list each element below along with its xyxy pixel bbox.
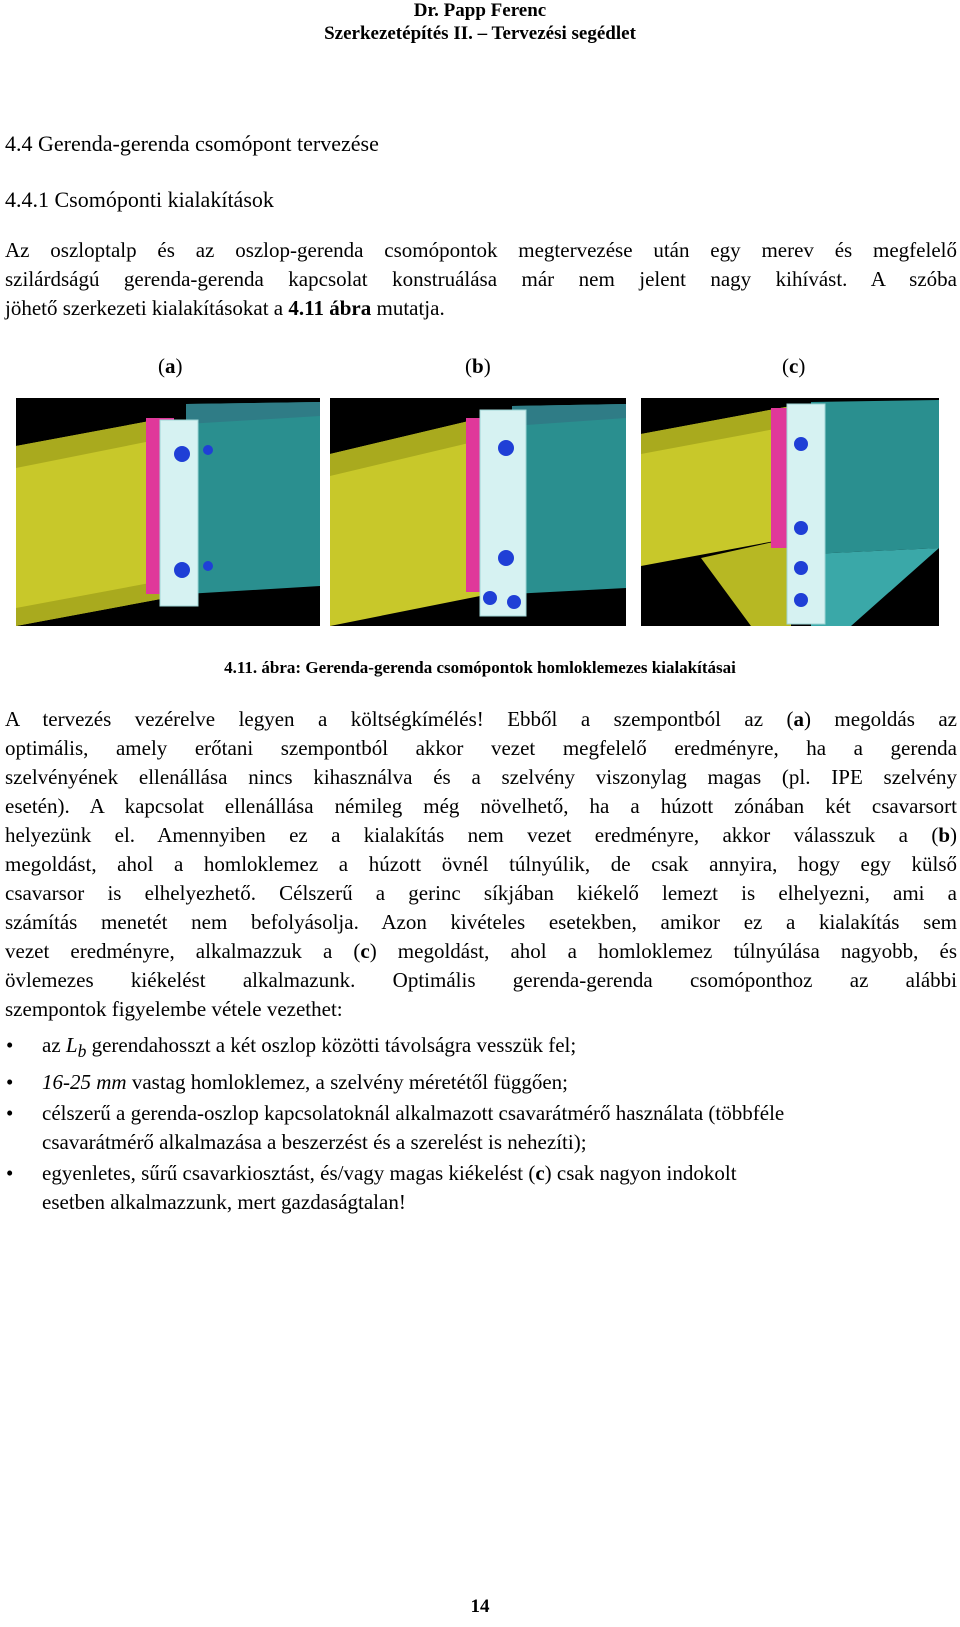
body-line: vezet eredményre, alkalmazzuk a (c) megoldást, ahol a homloklemez túlnyúlása nagyobb, és [5, 939, 957, 963]
body-line: számítás menetét nem befolyásolja. Azon kivételes esetekben, amikor ez a kialakítás sem [5, 910, 957, 934]
figure-c-image [641, 398, 939, 626]
bullet-icon: • [6, 1161, 14, 1186]
body-line: optimális, amely erőtani szempontból akkor vezet megfelelő eredményre, ha a gerenda [5, 736, 957, 760]
list-item: • célszerű a gerenda-oszlop kapcsolatoknál alkalmazott csavarátmérő használata (többféle csavarátmérő alkalmazása a beszerzést és a szerelést is nehezíti); [6, 1101, 785, 1155]
figure-label-c: (c) [782, 354, 806, 378]
bullet-list [0, 1031, 957, 1219]
body-line: A tervezés vezérelve legyen a költségkímélés! Ebből a szempontból az (a) megoldás az [5, 707, 957, 731]
figure-caption: 4.11. ábra: Gerenda-gerenda csomópontok homloklemezes kialakításai [224, 658, 736, 677]
list-item: • 16-25 mm vastag homloklemez, a szelvény méretétől függően; [0, 1068, 957, 1097]
subsection-title: 4.4.1 Csomóponti kialakítások [5, 187, 274, 212]
bullet-icon: • [6, 1033, 14, 1057]
page-number: 14 [470, 1596, 490, 1617]
body-line: esetén). A kapcsolat ellenállása némileg még növelhető, ha a húzott zónában két csavarsort [5, 794, 957, 818]
section-title: 4.4 Gerenda-gerenda csomópont tervezése [5, 131, 379, 156]
intro-line: jöhető szerkezeti kialakításokat a 4.11 ábra mutatja. [5, 296, 445, 320]
figure-b-image [330, 398, 626, 626]
list-item: • az $L_b$ gerendahosszt a két oszlop közötti távolságra vesszük fel; [6, 1033, 577, 1062]
body-line: megoldást, ahol a homloklemez a húzott övnél túlnyúlik, de csak annyira, hogy egy külső [5, 852, 957, 876]
intro-line: Az oszloptalp és az oszlop-gerenda csomópontok megtervezése után egy merev és megfelelő [5, 238, 957, 262]
body-line: övlemezes kiékelést alkalmazunk. Optimális gerenda-gerenda csomóponthoz az alábbi [5, 968, 957, 992]
intro-line: szilárdságú gerenda-gerenda kapcsolat konstruálása már nem jelent nagy kihívást. A szóba [5, 267, 957, 291]
header-author: Dr. Papp Ferenc [413, 0, 547, 21]
figure-reference: 4.11 ábra [288, 296, 372, 320]
body-paragraph [5, 705, 957, 1024]
body-line: csavarsor is elhelyezhető. Célszerű a gerinc síkjában kiékelő lemezt is elhelyezni, ami a [5, 881, 957, 905]
header-course: Szerkezetépítés II. – Tervezési segédlet [324, 23, 636, 44]
body-line: helyezünk el. Amennyiben ez a kialakítás nem vezet eredményre, akkor válasszuk a (b) [5, 823, 957, 847]
figure-label-b: (b) [465, 354, 491, 378]
intro-paragraph [5, 236, 957, 323]
figure-a-image [16, 398, 320, 626]
body-line: szelvényének ellenállása nincs kihasználva és a szelvény viszonylag magas (pl. IPE szelvény [5, 765, 957, 789]
bullet-icon: • [6, 1070, 14, 1095]
body-line: szempontok figyelembe vétele vezethet: [5, 997, 343, 1021]
list-item: • egyenletes, sűrű csavarkiosztást, és/vagy magas kiékelést (c) csak nagyon indokolt esetben alkalmazzunk, mert gazdaságtalan! [6, 1161, 737, 1215]
figure-label-a: (a) [158, 354, 183, 378]
bullet-icon: • [6, 1101, 14, 1126]
